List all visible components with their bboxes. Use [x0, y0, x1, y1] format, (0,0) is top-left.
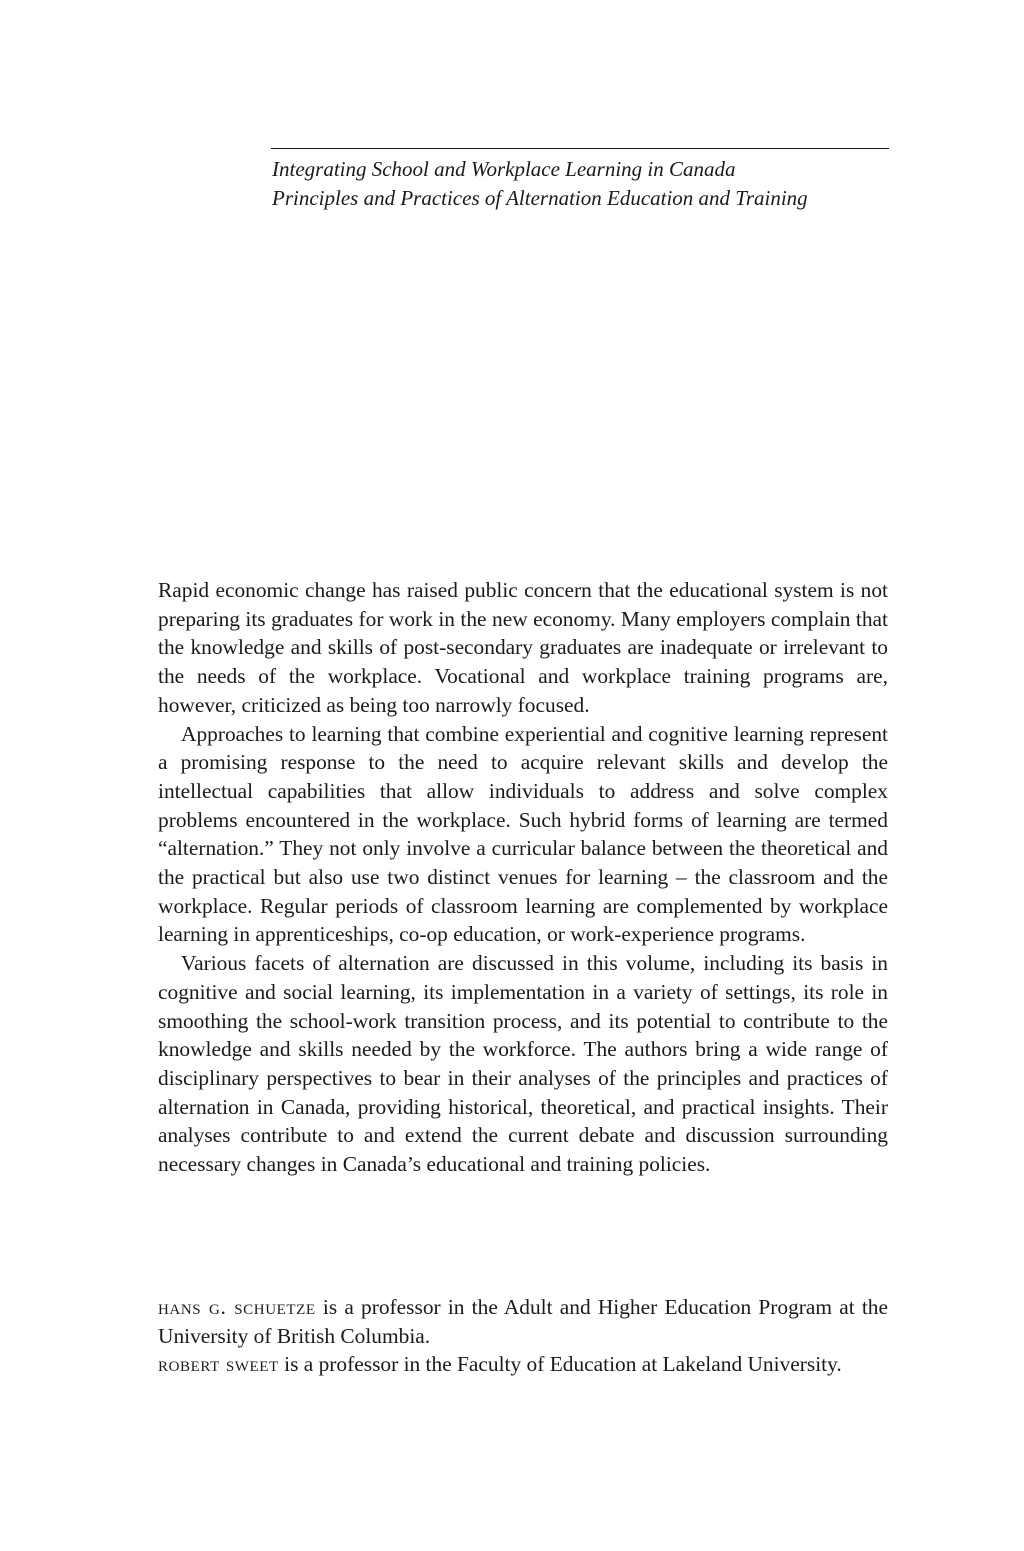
author-description-2: is a professor in the Faculty of Education at Lakeland University. [278, 1352, 842, 1377]
body-paragraph-3: Various facets of alternation are discussed in this volume, including its basis in cognitive and social learning, its implementation in a variety of settings, its role in smoothing the school-work transition process, and its potential to contribute to the knowledge and skills needed by the workforce. The authors bring a wide range of disciplinary perspectives to bear in their analyses of the principles and practices of alternation in Canada, providing historical, theoretical, and practical insights. Their analyses contribute to and extend the current debate and discussion surrounding necessary changes in Canada’s educational and training policies. [158, 951, 888, 1177]
author-name-2: robert sweet [158, 1352, 279, 1377]
body-paragraph-2: Approaches to learning that combine experiential and cognitive learning represent a promising response to the need to acquire relevant skills and develop the intellectual capabilities that allow individuals to address and solve complex problems encountered in the workplace. Such hybrid forms of learning are termed “alternation.” They not only involve a curricular balance between the theoretical and the practical but also use two distinct venues for learning – the classroom and the workplace. Regular periods of classroom learning are complemented by workplace learning in apprenticeships, co-op education, or work-experience programs. [158, 721, 888, 947]
author-description-1: is a professor in the Adult and Higher Education Program at the University of British Columbia. [158, 1295, 888, 1348]
series-title-line-1: Integrating School and Workplace Learning in Canada [272, 157, 736, 181]
description-body [158, 576, 888, 1179]
author-bios [158, 1293, 888, 1379]
series-title-line-2: Principles and Practices of Alternation Education and Training [272, 186, 808, 210]
author-bio-2 [158, 1350, 888, 1379]
header-rule [271, 148, 889, 149]
body-paragraph-1: Rapid economic change has raised public concern that the educational system is not preparing its graduates for work in the new economy. Many employers complain that the knowledge and skills of post-secondary graduates are inadequate or irrelevant to the needs of the workplace. Vocational and workplace training programs are, however, criticized as being too narrowly focused. [158, 578, 888, 717]
author-name-1: hans g. schuetze [158, 1295, 316, 1319]
series-title [272, 155, 892, 213]
author-bio-1 [158, 1293, 888, 1350]
